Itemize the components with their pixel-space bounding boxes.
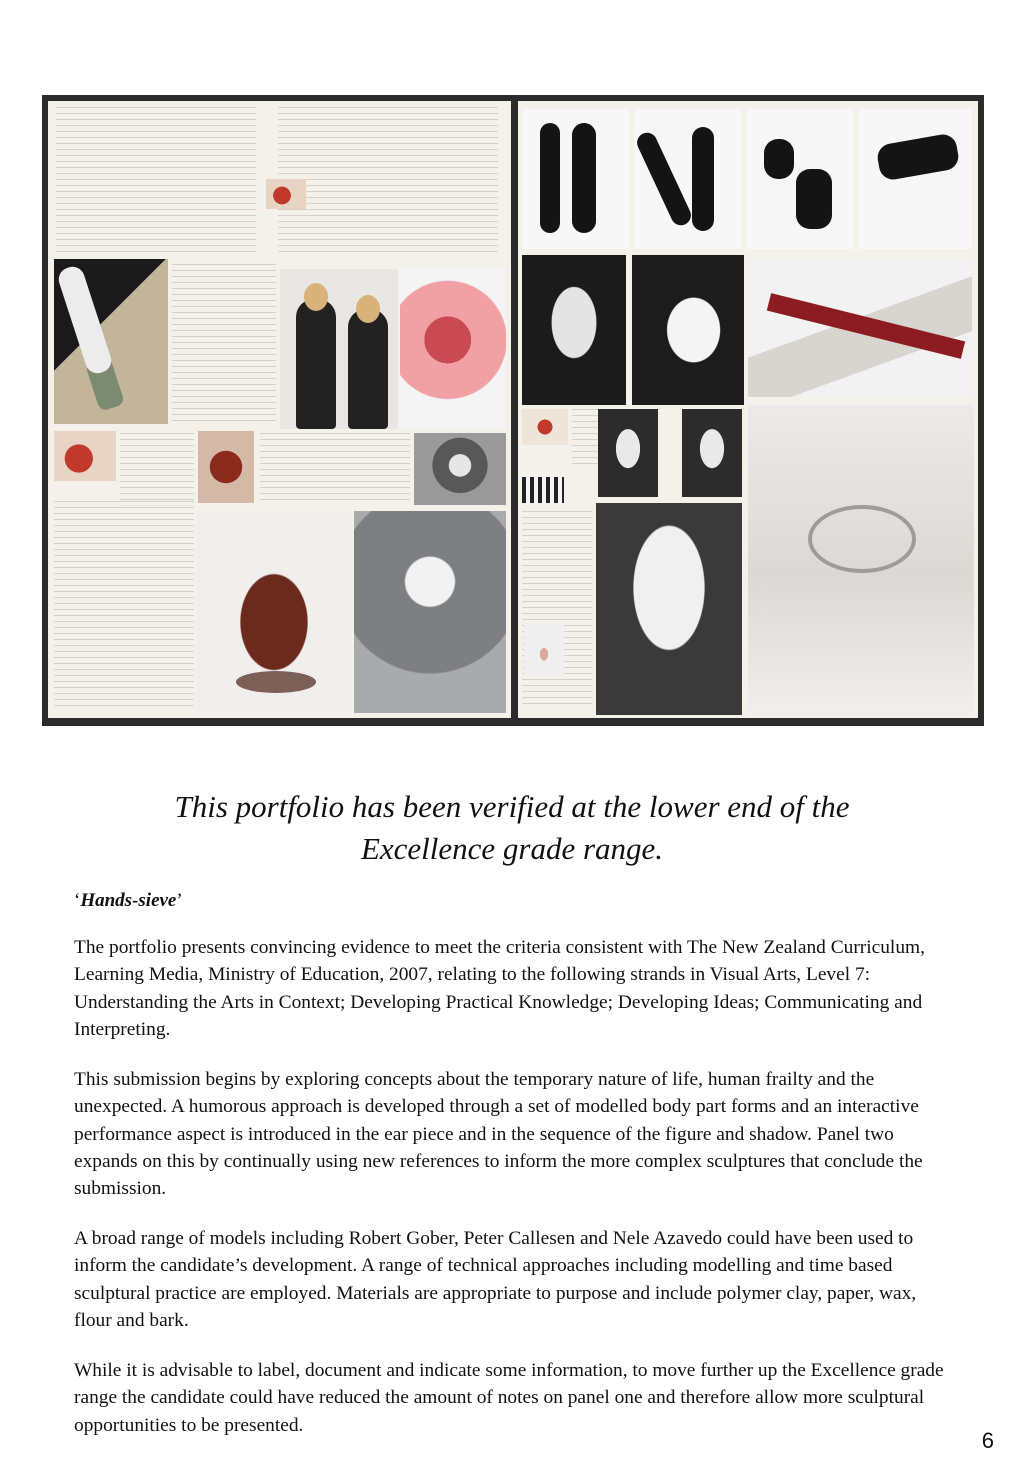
leg-sculpture-photo: [54, 259, 168, 424]
page-number: 6: [981, 1428, 994, 1453]
red-figure-photo: [266, 179, 306, 209]
figure-shadow-photo-4: [858, 109, 972, 249]
paragraph-models: A broad range of models including Robert Gober, Peter Callesen and Nele Azavedo could have been used to inform the candidate’s development. A range of technical approaches including modelling and time based sculptural practice are employed. Materials are appropriate to purpose and include polymer clay, paper, wax, flour and bark.: [74, 1228, 917, 1331]
handwritten-notes: [120, 431, 194, 511]
small-reference-photo: [522, 409, 568, 445]
ear-sculpture-photo: [400, 267, 506, 429]
paragraph-criteria: The portfolio presents convincing evidence to meet the criteria consistent with The New Zealand Curriculum, Learning Media, Ministry of Education, 2007, relating to the following strands in Visual Arts, Level 7: Understanding the Arts in Context; Developing Practical Knowledge; Developing Ideas; Communicating and Interpreting.: [74, 937, 925, 1040]
portfolio-panel-two: [518, 101, 978, 718]
handwritten-notes: [56, 107, 256, 257]
handwritten-notes: [260, 433, 410, 505]
figure-shadow-photo-2: [634, 109, 742, 249]
bust-sculpture-photo: [596, 503, 742, 715]
verdict-line-2: Excellence grade range.: [360, 831, 664, 866]
figure-shadow-photo-3: [746, 109, 854, 249]
handwritten-notes: [522, 509, 592, 709]
small-bust-photo-2: [682, 409, 742, 497]
handwritten-notes: [172, 261, 276, 426]
reference-label-photo: [522, 477, 564, 503]
figure-shadow-photo-1: [522, 109, 630, 249]
paragraph-concepts: This submission begins by exploring concepts about the temporary nature of life, human frailty and the unexpected. A humorous approach is developed through a set of modelled body part forms and an interactive performance aspect is introduced in the ear piece and in the sequence of the figure and shadow. Panel two expands on this by continually using new references to inform the more complex sculptures that conclude the submission.: [74, 1069, 923, 1200]
verdict-line-1: This portfolio has been verified at the lower end of the: [174, 789, 850, 824]
hand-in-bark-photo: [198, 431, 254, 503]
performance-girls-photo: [280, 269, 398, 429]
sieve-sculpture-photo: [748, 405, 974, 715]
paper-wings-photo: [632, 255, 744, 405]
fist-sculpture-photo: [354, 511, 506, 713]
portfolio-photo: [42, 95, 984, 726]
open-quote: ‘: [74, 890, 81, 911]
handwritten-notes: [54, 501, 194, 711]
small-bust-photo-1: [598, 409, 658, 497]
paragraph-advice: While it is advisable to label, document and indicate some information, to move further up the Excellence grade range the candidate could have reduced the amount of notes on panel one and therefore allow more sculptural opportunities to be presented.: [74, 1360, 944, 1436]
book-sculpture-photo: [748, 259, 972, 397]
red-sculpture-photo: [54, 431, 116, 481]
work-title: [74, 890, 183, 912]
paper-figure-photo: [522, 255, 626, 405]
hand-sculpture-photo: [196, 511, 352, 713]
close-quote: ’: [176, 890, 183, 911]
work-title-text: Hands-sieve: [80, 890, 177, 911]
small-figure-photo: [524, 623, 564, 675]
handwritten-notes: [278, 107, 498, 257]
portfolio-panel-one: [48, 101, 511, 718]
paper-plant-photo: [414, 433, 506, 505]
verdict-heading: [100, 786, 924, 870]
